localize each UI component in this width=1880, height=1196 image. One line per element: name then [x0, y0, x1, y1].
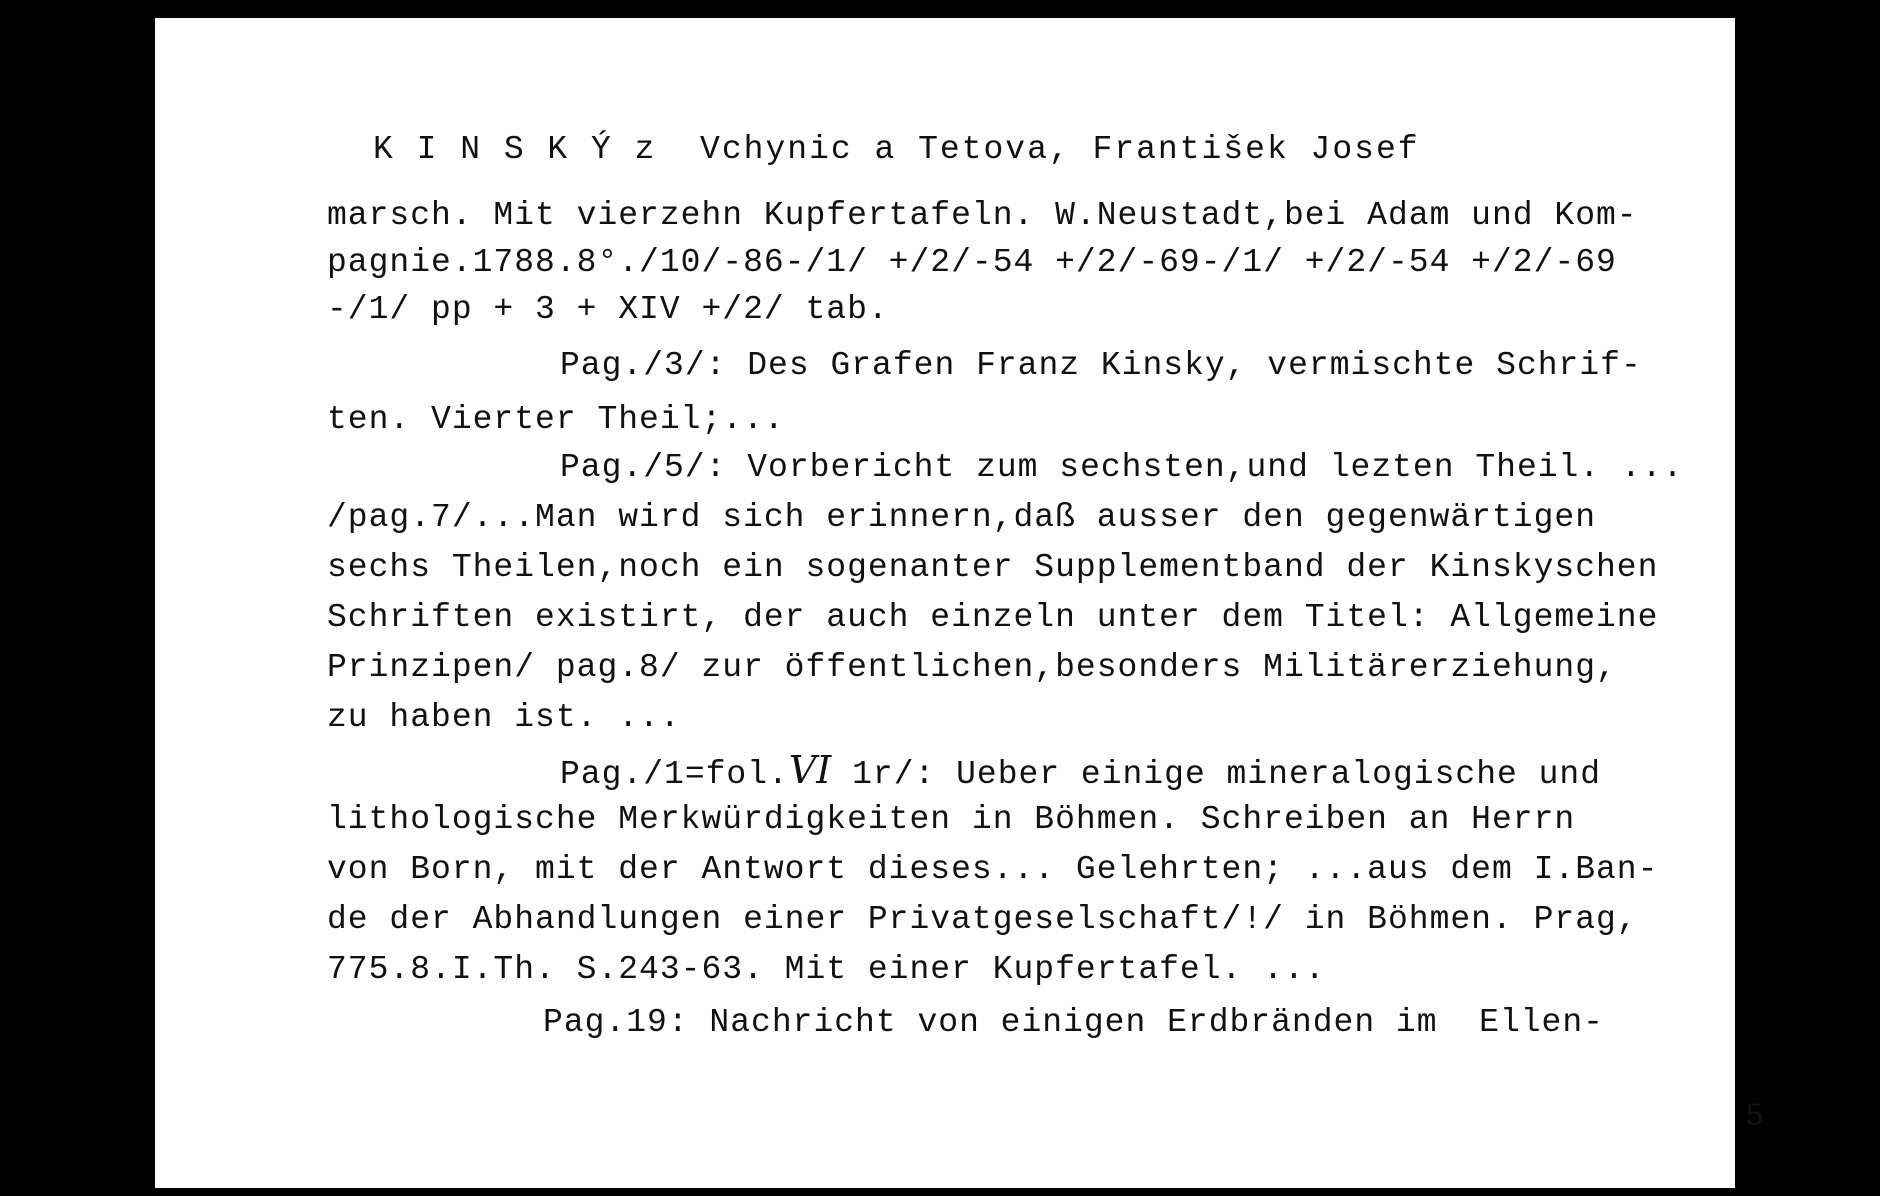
text-line: pagnie.1788.8°./10/-86-/1/ +/2/-54 +/2/-69-/1/ +/2/-54 +/2/-69	[327, 244, 1617, 281]
heading-surname: K I N S K Ý	[373, 131, 613, 168]
text-line: Schriften existirt, der auch einzeln unter dem Titel: Allgemeine	[327, 599, 1659, 636]
text-line: /pag.7/...Man wird sich erinnern,daß ausser den gegenwärtigen	[327, 499, 1596, 536]
text-line: marsch. Mit vierzehn Kupfertafeln. W.Neustadt,bei Adam und Kom-	[327, 197, 1638, 234]
card-heading	[373, 130, 1420, 170]
text-line: lithologische Merkwürdigkeiten in Böhmen. Schreiben an Herrn	[327, 801, 1576, 838]
text-line: von Born, mit der Antwort dieses... Gelehrten; ...aus dem I.Ban-	[327, 851, 1659, 888]
heading-rest: z Vchynic a Tetova, František Josef	[612, 131, 1420, 168]
text-line: zu haben ist. ...	[327, 699, 681, 736]
text-line: 775.8.I.Th. S.243-63. Mit einer Kupfertafel. ...	[327, 951, 1326, 988]
text-line: ten. Vierter Theil;...	[327, 401, 785, 438]
text-segment: Pag./1=fol.	[560, 756, 789, 793]
text-line	[560, 750, 1601, 795]
text-line: sechs Theilen,noch ein sogenanter Supplementband der Kinskyschen	[327, 549, 1659, 586]
text-line: Pag.19: Nachricht von einigen Erdbränden im Ellen-	[543, 1004, 1604, 1041]
handwritten-annotation: VI	[788, 748, 832, 792]
catalog-card	[155, 18, 1765, 1188]
page-number: 5	[1745, 1098, 1765, 1135]
text-line: Prinzipen/ pag.8/ zur öffentlichen,besonders Militärerziehung,	[327, 649, 1617, 686]
text-segment: 1r/: Ueber einige mineralogische und	[831, 756, 1602, 793]
text-line: Pag./5/: Vorbericht zum sechsten,und lezten Theil. ...	[560, 449, 1684, 486]
text-line: -/1/ pp + 3 + XIV +/2/ tab.	[327, 291, 889, 328]
text-line: de der Abhandlungen einer Privatgeselschaft/!/ in Böhmen. Prag,	[327, 901, 1638, 938]
text-line: Pag./3/: Des Grafen Franz Kinsky, vermischte Schrif-	[560, 347, 1642, 384]
